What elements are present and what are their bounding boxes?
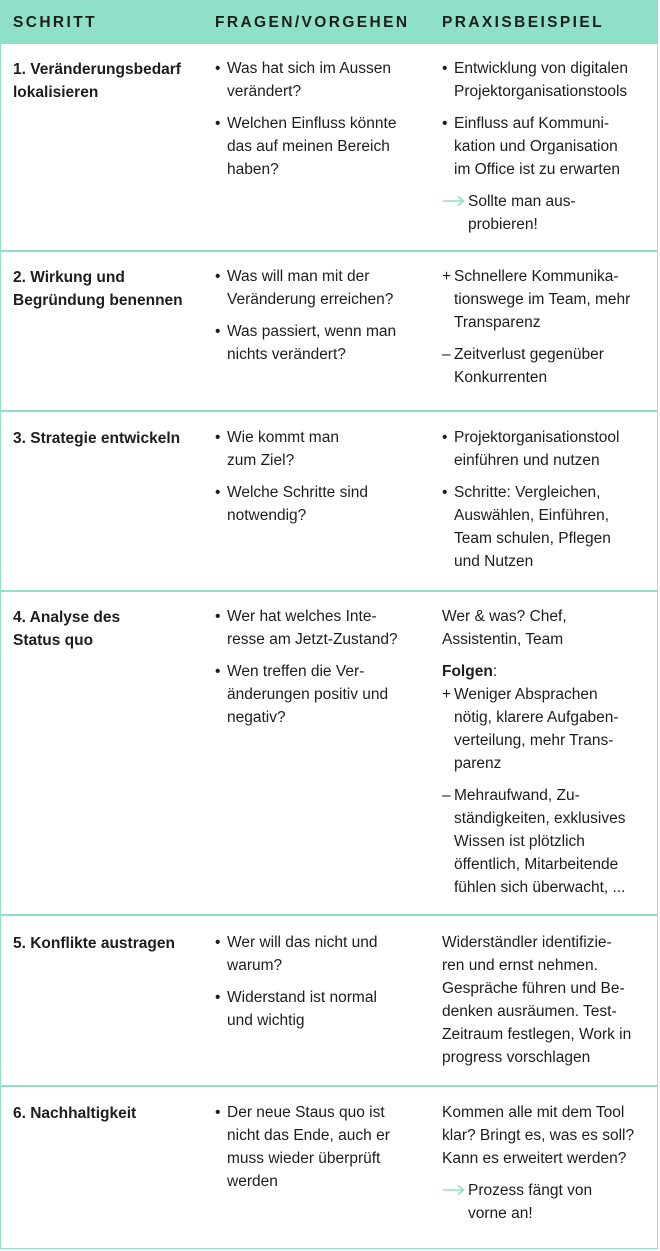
text-line: probieren! — [468, 216, 538, 233]
text-line: ren und ernst nehmen. — [442, 957, 598, 974]
text-line: 3. Strategie entwickeln — [13, 430, 181, 447]
text-line: einführen und nutzen — [454, 452, 600, 469]
text-line: das auf meinen Bereich — [227, 138, 390, 155]
minus-item — [442, 784, 652, 899]
questions-cell — [215, 57, 415, 190]
bullet-icon: • — [215, 484, 221, 501]
text-line: im Office ist zu erwarten — [454, 161, 620, 178]
bullet-item — [215, 481, 415, 527]
example-paragraph — [442, 931, 652, 1069]
text-line: und Nutzen — [454, 553, 534, 570]
example-paragraph — [442, 1101, 652, 1170]
bullet-icon: • — [215, 60, 221, 77]
bullet-icon: • — [215, 115, 221, 132]
text-line: Team schulen, Pflegen — [454, 530, 611, 547]
example-cell — [442, 1101, 652, 1234]
text-line: parenz — [454, 755, 502, 772]
example-cell — [442, 426, 652, 582]
text-line: Welche Schritte sind — [227, 484, 368, 501]
row-divider — [1, 1085, 657, 1087]
text-line: nicht das Ende, auch er — [227, 1127, 390, 1144]
text-line: resse am Jetzt-Zustand? — [227, 631, 398, 648]
text-line: Widerständler identifizie- — [442, 934, 612, 951]
text-line: tionswege im Team, mehr — [454, 291, 631, 308]
bullet-icon: • — [442, 115, 448, 132]
text-line: klar? Bringt es, was es soll? — [442, 1127, 635, 1144]
text-line: Projektorganisationstool — [454, 429, 620, 446]
text-line: warum? — [227, 957, 283, 974]
text-line: Veränderung erreichen? — [227, 291, 394, 308]
bullet-item — [215, 57, 415, 103]
text-line: Konkurrenten — [454, 369, 548, 386]
text-line: notwendig? — [227, 507, 307, 524]
text-line: Wissen ist plötzlich — [454, 833, 585, 850]
arrow-right-icon — [442, 195, 466, 207]
header-schritt: SCHRITT — [13, 14, 97, 31]
bullet-icon: • — [215, 663, 221, 680]
text-line: Begründung benennen — [13, 292, 183, 309]
plus-icon: + — [442, 686, 452, 703]
text-line: Weniger Absprachen — [454, 686, 598, 703]
folgen-label-text: Folgen — [442, 663, 493, 680]
bullet-icon: • — [215, 608, 221, 625]
text-line: Zeitraum festlegen, Work in — [442, 1026, 632, 1043]
bullet-item — [215, 1101, 415, 1193]
questions-cell — [215, 1101, 415, 1202]
intro-text — [442, 605, 652, 651]
folgen-colon: : — [492, 663, 498, 680]
minus-item — [442, 343, 652, 389]
text-line: lokalisieren — [13, 84, 99, 101]
text-line: öffentlich, Mitarbeitende — [454, 856, 619, 873]
text-line: werden — [227, 1173, 278, 1190]
text-line: Wer hat welches Inte- — [227, 608, 377, 625]
bullet-item — [215, 605, 415, 651]
arrow-item — [442, 190, 652, 236]
text-line: nichts verändert? — [227, 346, 346, 363]
minus-icon: – — [442, 346, 451, 363]
text-line: 2. Wirkung und — [13, 269, 125, 286]
step-title — [13, 427, 203, 450]
text-line: zum Ziel? — [227, 452, 295, 469]
text-line: Entwicklung von digitalen — [454, 60, 629, 77]
text-line: Was hat sich im Aussen — [227, 60, 391, 77]
example-cell — [442, 57, 652, 245]
text-line: Status quo — [13, 632, 94, 649]
plus-item — [442, 265, 652, 334]
bullet-icon: • — [442, 484, 448, 501]
header-praxisbeispiel: PRAXISBEISPIEL — [442, 14, 604, 31]
arrow-right-icon — [442, 1184, 466, 1196]
step-title — [13, 932, 203, 955]
bullet-icon: • — [442, 429, 448, 446]
row-divider — [1, 590, 657, 592]
text-line: Kann es erweitert werden? — [442, 1150, 627, 1167]
text-line: verändert? — [227, 83, 302, 100]
row-divider — [1, 914, 657, 916]
text-line: negativ? — [227, 709, 286, 726]
bullet-icon: • — [215, 1104, 221, 1121]
header-fragen-vorgehen: FRAGEN/VORGEHEN — [215, 14, 410, 31]
minus-icon: – — [442, 787, 451, 804]
row-divider — [1, 250, 657, 252]
text-line: Widerstand ist normal — [227, 989, 377, 1006]
text-line: Sollte man aus- — [468, 193, 576, 210]
text-line: vorne an! — [468, 1205, 533, 1222]
text-line: Auswählen, Einführen, — [454, 507, 610, 524]
questions-cell — [215, 265, 415, 375]
text-line: 1. Veränderungsbedarf — [13, 61, 181, 78]
text-line: ständigkeiten, exklusives — [454, 810, 626, 827]
text-line: Mehraufwand, Zu- — [454, 787, 580, 804]
example-cell — [442, 605, 652, 908]
text-line: haben? — [227, 161, 279, 178]
questions-cell — [215, 605, 415, 738]
bullet-item — [215, 265, 415, 311]
bullet-icon: • — [215, 429, 221, 446]
bullet-item — [215, 931, 415, 977]
text-line: Wer will das nicht und — [227, 934, 378, 951]
plus-icon: + — [442, 268, 452, 285]
bullet-item — [442, 426, 652, 472]
bullet-item — [442, 112, 652, 181]
arrow-item — [442, 1179, 652, 1225]
text-line: Schritte: Vergleichen, — [454, 484, 601, 501]
text-line: Gespräche führen und Be- — [442, 980, 625, 997]
plus-item — [442, 683, 652, 775]
bullet-icon: • — [215, 268, 221, 285]
text-line: 6. Nachhaltigkeit — [13, 1105, 137, 1122]
text-line: nötig, klarere Aufgaben- — [454, 709, 619, 726]
step-title — [13, 1102, 203, 1125]
text-line: denken ausräumen. Test- — [442, 1003, 617, 1020]
bullet-item — [442, 481, 652, 573]
bullet-item — [215, 986, 415, 1032]
text-line: Wer & was? Chef, — [442, 608, 567, 625]
text-line: Kommen alle mit dem Tool — [442, 1104, 625, 1121]
text-line: Der neue Staus quo ist — [227, 1104, 385, 1121]
text-line: fühlen sich überwacht, ... — [454, 879, 626, 896]
text-line: Was will man mit der — [227, 268, 370, 285]
text-line: Projektorganisationstools — [454, 83, 628, 100]
bullet-item — [215, 660, 415, 729]
example-cell — [442, 931, 652, 1078]
text-line: Schnellere Kommunika- — [454, 268, 619, 285]
text-line: Wie kommt man — [227, 429, 339, 446]
text-line: Was passiert, wenn man — [227, 323, 397, 340]
step-title — [13, 266, 203, 312]
text-line: änderungen positiv und — [227, 686, 389, 703]
questions-cell — [215, 426, 415, 536]
text-line: und wichtig — [227, 1012, 305, 1029]
bullet-icon: • — [215, 323, 221, 340]
text-line: Einfluss auf Kommuni- — [454, 115, 610, 132]
folgen-label — [442, 660, 652, 683]
text-line: 5. Konflikte austragen — [13, 935, 175, 952]
bullet-icon: • — [215, 989, 221, 1006]
step-title — [13, 58, 203, 104]
text-line: Prozess fängt von — [468, 1182, 593, 1199]
bullet-icon: • — [442, 60, 448, 77]
text-line: Wen treffen die Ver- — [227, 663, 365, 680]
bullet-item — [215, 112, 415, 181]
table-header — [1, 1, 657, 44]
step-title — [13, 606, 203, 652]
row-divider — [1, 410, 657, 412]
text-line: progress vorschlagen — [442, 1049, 591, 1066]
text-line: Assistentin, Team — [442, 631, 564, 648]
bullet-icon: • — [215, 934, 221, 951]
example-cell — [442, 265, 652, 398]
text-line: 4. Analyse des — [13, 609, 121, 626]
bullet-item — [442, 57, 652, 103]
questions-cell — [215, 931, 415, 1041]
text-line: muss wieder überprüft — [227, 1150, 381, 1167]
text-line: Transparenz — [454, 314, 541, 331]
text-line: kation und Organisation — [454, 138, 618, 155]
text-line: verteilung, mehr Trans- — [454, 732, 614, 749]
text-line: Zeitverlust gegenüber — [454, 346, 604, 363]
text-line: Welchen Einfluss könnte — [227, 115, 397, 132]
bullet-item — [215, 426, 415, 472]
bullet-item — [215, 320, 415, 366]
